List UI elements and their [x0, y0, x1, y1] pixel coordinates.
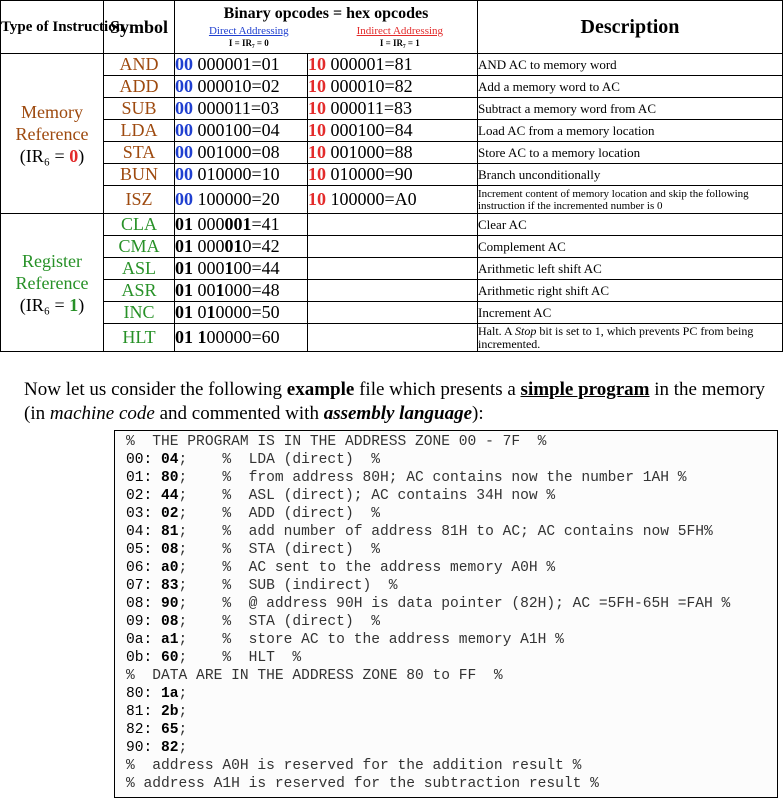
- code-line: 09: 08; % STA (direct) %: [126, 614, 380, 630]
- table-row: [1, 98, 783, 120]
- direct-opcode: 00 010000=10: [175, 164, 308, 186]
- code-line: 80: 1a;: [126, 686, 188, 702]
- table-row: [1, 186, 783, 214]
- table-row: [1, 76, 783, 98]
- table-row: [1, 302, 783, 324]
- code-line: 82: 65;: [126, 722, 188, 738]
- header-binary-title: Binary opcodes = hex opcodes: [223, 4, 429, 22]
- header-type: Type of Instruction: [1, 1, 104, 54]
- header-symbol: Symbol: [104, 1, 175, 54]
- symbol-cell: SUB: [104, 98, 175, 120]
- code-line: 08: 90; % @ address 90H is data pointer (82H); AC =5FH-65H =FAH %: [126, 596, 731, 612]
- table-row: [1, 324, 783, 352]
- code-line: 00: 04; % LDA (direct) %: [126, 452, 380, 468]
- opcode-cell: 01 010000=50: [175, 302, 308, 324]
- description-cell: AND AC to memory word: [478, 54, 783, 76]
- symbol-cell: CLA: [104, 214, 175, 236]
- opcode-cell: 01 000001=41: [175, 214, 308, 236]
- intro-paragraph: Now let us consider the following example file which presents a simple program in the memory (in machine code and commented with assembly language):: [24, 379, 766, 424]
- table-row: [1, 142, 783, 164]
- description-cell: Add a memory word to AC: [478, 76, 783, 98]
- symbol-cell: ASL: [104, 258, 175, 280]
- symbol-cell: AND: [104, 54, 175, 76]
- description-cell: Clear AC: [478, 214, 783, 236]
- direct-opcode: 00 000011=03: [175, 98, 308, 120]
- indirect-opcode: 10 001000=88: [308, 142, 478, 164]
- direct-opcode: 00 000010=02: [175, 76, 308, 98]
- code-line: % DATA ARE IN THE ADDRESS ZONE 80 to FF %: [126, 668, 503, 684]
- code-line: 02: 44; % ASL (direct); AC contains 34H now %: [126, 488, 556, 504]
- opcode-cell: 01 001000=48: [175, 280, 308, 302]
- code-line: 05: 08; % STA (direct) %: [126, 542, 380, 558]
- code-line: 90: 82;: [126, 740, 188, 756]
- table-row: [1, 164, 783, 186]
- description-cell: Increment AC: [478, 302, 783, 324]
- header-direct-addressing: Direct Addressing I = IR₇ = 0: [208, 24, 289, 48]
- memory-reference-group: Memory Reference (IR₆ = 0): [1, 54, 104, 214]
- table-row: [1, 54, 783, 76]
- code-line: % address A0H is reserved for the addition result %: [126, 758, 582, 774]
- symbol-cell: CMA: [104, 236, 175, 258]
- empty-cell: [308, 214, 478, 236]
- code-line: 81: 2b;: [126, 704, 188, 720]
- code-line: 01: 80; % from address 80H; AC contains now the number 1AH %: [126, 470, 687, 486]
- symbol-cell: INC: [104, 302, 175, 324]
- opcode-table: [0, 0, 783, 352]
- empty-cell: [308, 302, 478, 324]
- table-row: [1, 120, 783, 142]
- description-cell: Complement AC: [478, 236, 783, 258]
- description-cell: Load AC from a memory location: [478, 120, 783, 142]
- symbol-cell: LDA: [104, 120, 175, 142]
- indirect-opcode: 10 100000=A0: [308, 186, 478, 214]
- header-binary-opcodes: [175, 1, 478, 54]
- register-reference-group: Register Reference (IR₆ = 1): [1, 214, 104, 352]
- code-line: 06: a0; % AC sent to the address memory A0H %: [126, 560, 556, 576]
- opcode-cell: 01 000100=44: [175, 258, 308, 280]
- table-row: [1, 236, 783, 258]
- empty-cell: [308, 236, 478, 258]
- opcode-cell: 01 100000=60: [175, 324, 308, 352]
- code-line: 0b: 60; % HLT %: [126, 650, 302, 666]
- indirect-opcode: 10 000011=83: [308, 98, 478, 120]
- table-header-row: [1, 1, 783, 54]
- table-row: [1, 258, 783, 280]
- symbol-cell: BUN: [104, 164, 175, 186]
- direct-opcode: 00 100000=20: [175, 186, 308, 214]
- header-indirect-addressing: Indirect Addressing I = IR₇ = 1: [356, 24, 444, 48]
- header-description: Description: [478, 1, 783, 54]
- description-cell: Branch unconditionally: [478, 164, 783, 186]
- symbol-cell: ISZ: [104, 186, 175, 214]
- symbol-cell: STA: [104, 142, 175, 164]
- description-cell: Arithmetic right shift AC: [478, 280, 783, 302]
- description-cell: Store AC to a memory location: [478, 142, 783, 164]
- indirect-opcode: 10 000010=82: [308, 76, 478, 98]
- empty-cell: [308, 280, 478, 302]
- direct-opcode: 00 000100=04: [175, 120, 308, 142]
- table-row: [1, 214, 783, 236]
- indirect-opcode: 10 000100=84: [308, 120, 478, 142]
- symbol-cell: HLT: [104, 324, 175, 352]
- code-line: % THE PROGRAM IS IN THE ADDRESS ZONE 00 - 7F %: [126, 434, 547, 450]
- indirect-opcode: 10 010000=90: [308, 164, 478, 186]
- code-line: 04: 81; % add number of address 81H to AC; AC contains now 5FH%: [126, 524, 713, 540]
- description-cell: Subtract a memory word from AC: [478, 98, 783, 120]
- direct-opcode: 00 000001=01: [175, 54, 308, 76]
- code-line: 0a: a1; % store AC to the address memory A1H %: [126, 632, 564, 648]
- description-cell: Arithmetic left shift AC: [478, 258, 783, 280]
- symbol-cell: ADD: [104, 76, 175, 98]
- empty-cell: [308, 258, 478, 280]
- description-cell: Halt. A Stop bit is set to 1, which prevents PC from being incremented.: [478, 324, 783, 352]
- opcode-cell: 01 000010=42: [175, 236, 308, 258]
- program-listing: [114, 430, 778, 798]
- code-line: 07: 83; % SUB (indirect) %: [126, 578, 398, 594]
- empty-cell: [308, 324, 478, 352]
- table-row: [1, 280, 783, 302]
- code-line: 03: 02; % ADD (direct) %: [126, 506, 380, 522]
- description-cell: Increment content of memory location and skip the following instruction if the incremented number is 0: [478, 186, 783, 214]
- code-line: % address A1H is reserved for the subtraction result %: [126, 776, 599, 792]
- indirect-opcode: 10 000001=81: [308, 54, 478, 76]
- direct-opcode: 00 001000=08: [175, 142, 308, 164]
- symbol-cell: ASR: [104, 280, 175, 302]
